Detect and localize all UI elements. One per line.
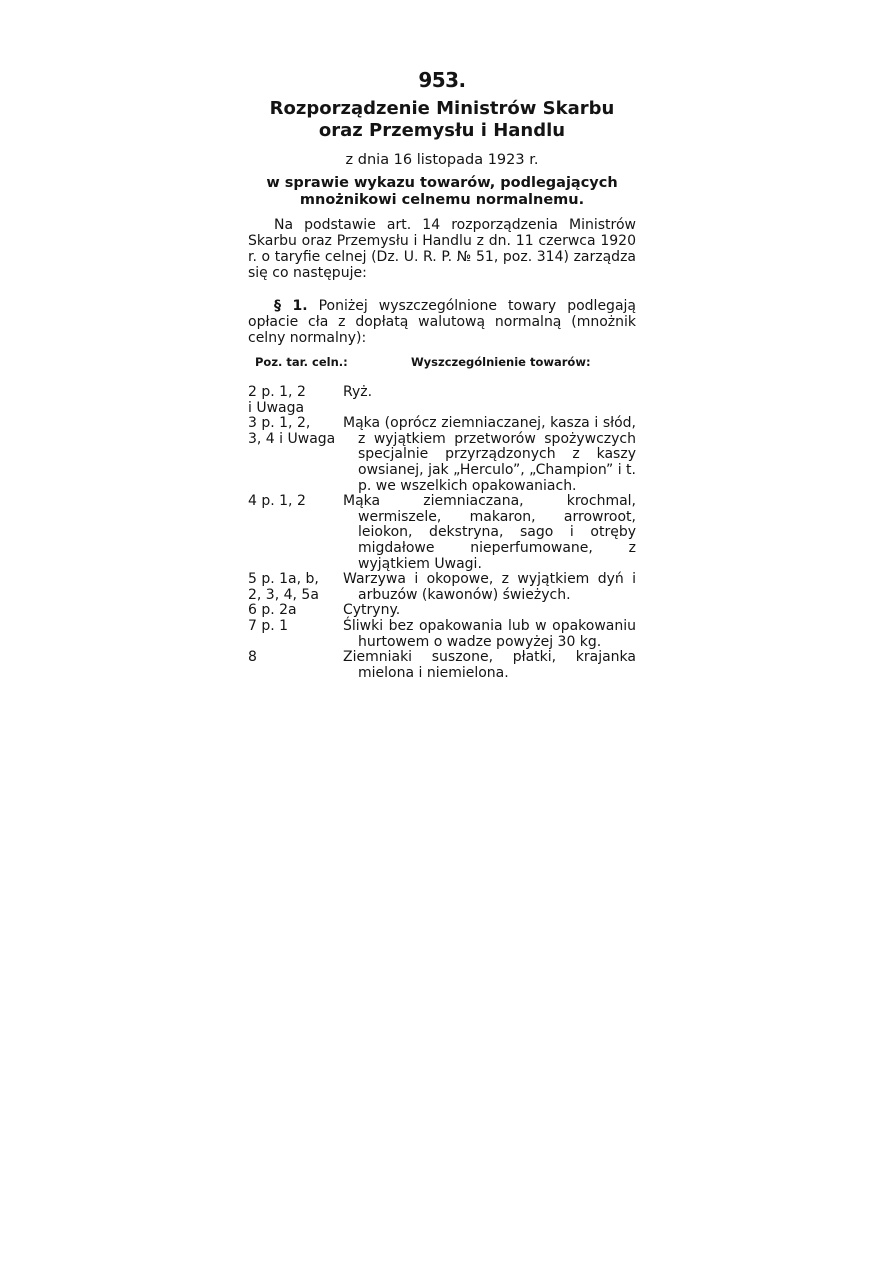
table-row (248, 603, 636, 619)
section-sign: § 1. (274, 298, 308, 314)
table-row (248, 385, 636, 416)
table-row (248, 416, 636, 494)
document-title: Rozporządzenie Ministrów Skarbu oraz Przemysłu i Handlu (269, 98, 615, 141)
document-date: z dnia 16 listopada 1923 r. (345, 152, 539, 168)
section-text: Poniżej wyszczególnione towary podlegają opłacie cła z dopłatą walutową normalną (mnożnik celny normalny): (248, 298, 636, 346)
goods-table-header (248, 355, 636, 369)
goods-description: Cytryny. (343, 602, 401, 619)
table-row (248, 572, 636, 603)
goods-description: Warzywa i okopowe, z wyjątkiem dyń i arbuzów (kawonów) świeżych. (343, 571, 636, 603)
table-row (248, 619, 636, 650)
goods-description: Ziemniaki suszone, płatki, krajanka mielona i niemielona. (343, 649, 636, 681)
tariff-position: 7 p. 1 (248, 617, 289, 634)
document-page (248, 68, 636, 681)
goods-description: Mąka (oprócz ziemniaczanej, kasza i słód, z wyjątkiem przetworów spożywczych specjalnie przyrządzonych z kaszy owsianej, jak „Herculo”, „Champion” i t. p. we wszelkich opakowaniach. (343, 415, 636, 494)
document-subject: w sprawie wykazu towarów, podlegających mnożnikowi celnemu normalnemu. (266, 175, 618, 208)
goods-description: Śliwki bez opakowania lub w opakowaniu hurtowem o wadze powyżej 30 kg. (343, 617, 636, 650)
column-header-position: Poz. tar. celn.: (255, 355, 348, 369)
tariff-position: 3 p. 1, 2, 3, 4 i Uwaga (248, 415, 336, 447)
table-row (248, 650, 636, 681)
tariff-position: 4 p. 1, 2 (248, 493, 306, 510)
preamble-paragraph: Na podstawie art. 14 rozporządzenia Ministrów Skarbu oraz Przemysłu i Handlu z dn. 11 czerwca 1920 r. o taryfie celnej (Dz. U. R. P. № 51, poz. 314) zarządza się co następuje: (248, 217, 636, 281)
column-header-description: Wyszczególnienie towarów: (411, 355, 591, 369)
page-number: 953. (418, 68, 466, 92)
goods-description: Mąka ziemniaczana, krochmal, wermiszele, makaron, arrowroot, leiokon, dekstryna, sago i otręby migdałowe nieperfumowane, z wyjątkiem Uwagi. (343, 493, 636, 572)
goods-table (248, 385, 636, 681)
goods-description: Ryż. (343, 384, 373, 400)
table-row (248, 494, 636, 572)
tariff-position: 6 p. 2a (248, 602, 297, 619)
tariff-position: 2 p. 1, 2 i Uwaga (248, 384, 306, 416)
section-1-paragraph (248, 298, 636, 346)
tariff-position: 8 (248, 649, 257, 666)
tariff-position: 5 p. 1a, b, 2, 3, 4, 5a (248, 571, 319, 603)
